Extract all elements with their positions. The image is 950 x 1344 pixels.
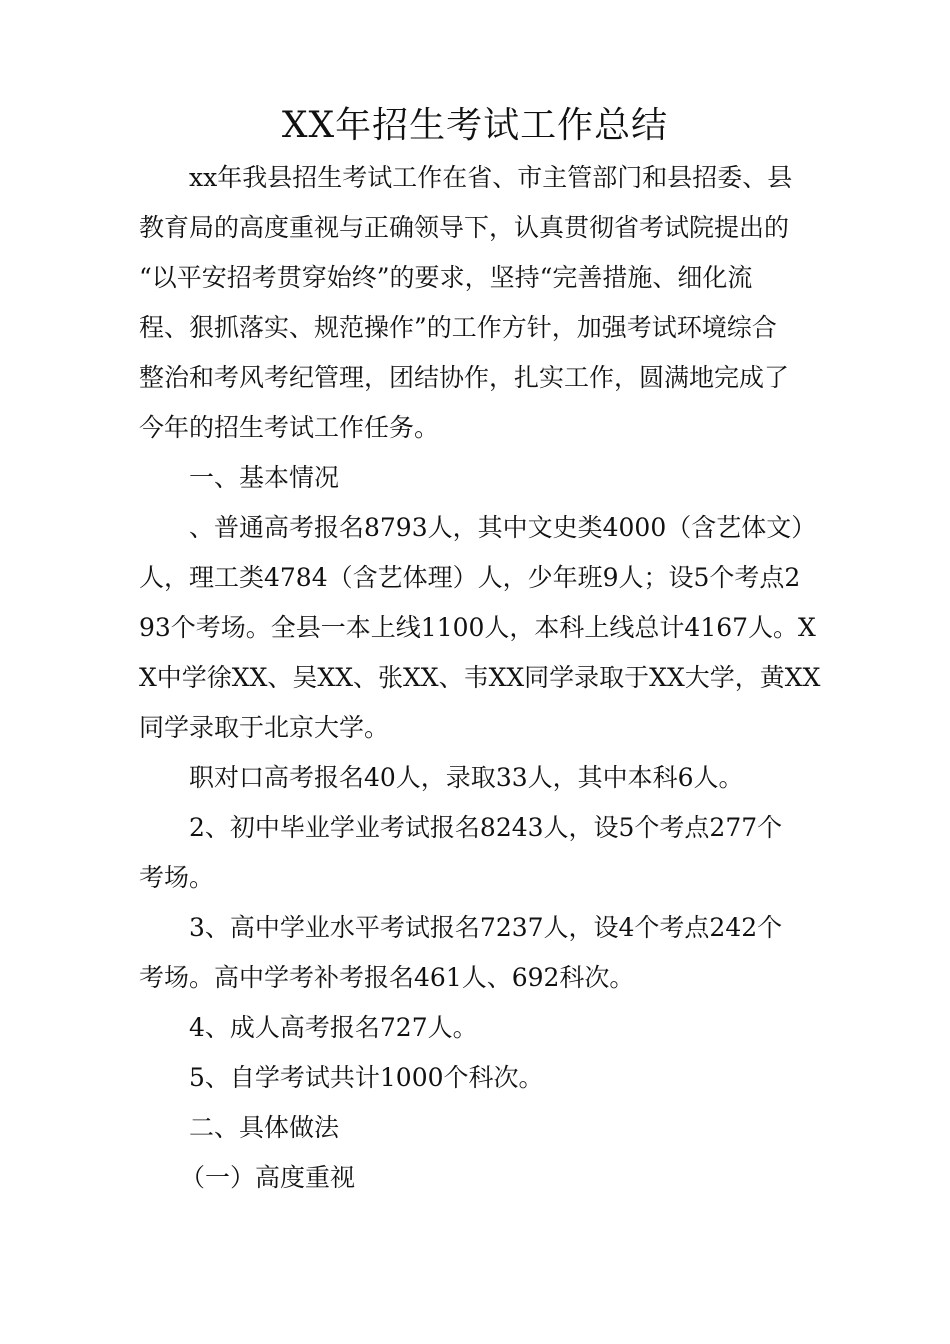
paragraph-line: “以平安招考贯穿始终”的要求，坚持“完善措施、细化流 bbox=[139, 263, 753, 292]
document-title: XX年招生考试工作总结 bbox=[281, 105, 669, 146]
paragraph-line: 2、初中毕业学业考试报名8243人，设5个考点277个 bbox=[189, 813, 783, 842]
paragraph-line: X中学徐XX、吴XX、张XX、韦XX同学录取于XX大学，黄XX bbox=[139, 663, 821, 692]
paragraph-line: 教育局的高度重视与正确领导下，认真贯彻省考试院提出的 bbox=[139, 213, 790, 242]
paragraph-line: 考场。 bbox=[139, 863, 215, 892]
paragraph-line: 93个考场。全县一本上线1100人，本科上线总计4167人。X bbox=[139, 613, 816, 642]
paragraph-line: 5、自学考试共计1000个科次。 bbox=[189, 1063, 544, 1092]
subsection-heading: （一）高度重视 bbox=[180, 1163, 356, 1192]
paragraph-line: 、普通高考报名8793人，其中文史类4000（含艺体文） bbox=[189, 513, 817, 542]
paragraph-line: 人，理工类4784（含艺体理）人，少年班9人；设5个考点2 bbox=[139, 563, 801, 592]
paragraph-line: 同学录取于北京大学。 bbox=[139, 713, 390, 742]
paragraph-line: 整治和考风考纪管理，团结协作，扎实工作，圆满地完成了 bbox=[139, 363, 790, 392]
paragraph-line: 考场。高中学考补考报名461人、692科次。 bbox=[139, 963, 635, 992]
paragraph-line: 职对口高考报名40人，录取33人，其中本科6人。 bbox=[189, 763, 744, 792]
paragraph-line: 3、高中学业水平考试报名7237人，设4个考点242个 bbox=[189, 913, 783, 942]
section-heading: 一、基本情况 bbox=[189, 463, 340, 492]
paragraph-line: 4、成人高考报名727人。 bbox=[189, 1013, 478, 1042]
paragraph-line: 程、狠抓落实、规范操作”的工作方针，加强考试环境综合 bbox=[139, 313, 777, 342]
section-heading: 二、具体做法 bbox=[189, 1113, 340, 1142]
paragraph-line: xx年我县招生考试工作在省、市主管部门和县招委、县 bbox=[189, 163, 793, 192]
paragraph-line: 今年的招生考试工作任务。 bbox=[139, 413, 440, 442]
